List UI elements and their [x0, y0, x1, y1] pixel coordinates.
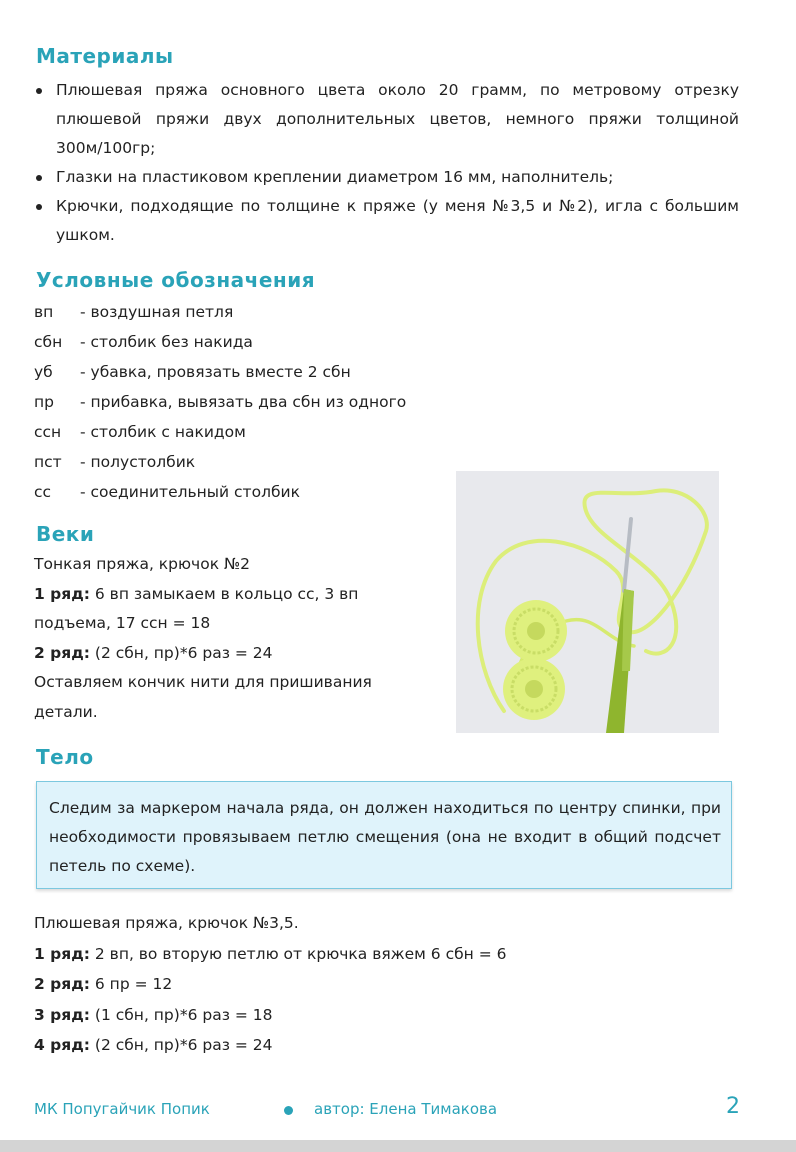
- telo-row: [34, 969, 734, 1000]
- legend-abbr: ссн: [34, 423, 62, 441]
- legend-heading: Условные обозначения: [36, 268, 316, 292]
- footer-title: МК Попугайчик Попик: [34, 1100, 210, 1118]
- crochet-illustration: [456, 471, 719, 733]
- row-label: 4 ряд:: [34, 1036, 90, 1054]
- row-text: (2 сбн, пр)*6 раз = 24: [94, 1036, 273, 1054]
- list-item: [34, 192, 739, 250]
- list-item: [34, 163, 739, 192]
- veki-intro: Тонкая пряжа, крючок №2: [34, 555, 250, 573]
- legend-definition: - столбик без накида: [80, 333, 253, 351]
- row-text: 6 пр = 12: [94, 975, 173, 993]
- page-number: 2: [726, 1094, 740, 1119]
- legend-abbr: вп: [34, 303, 54, 321]
- legend-definition: - убавка, провязать вместе 2 сбн: [80, 363, 351, 381]
- legend-row: [34, 357, 464, 387]
- list-item-text: Крючки, подходящие по толщине к пряже (у меня №3,5 и №2), игла с большим ушком.: [56, 197, 739, 244]
- row-text: (2 сбн, пр)*6 раз = 24: [94, 643, 273, 662]
- footer-author: автор: Елена Тимакова: [314, 1100, 498, 1118]
- veki-row: [34, 580, 434, 639]
- list-item: [34, 76, 739, 163]
- legend-row: [34, 327, 464, 357]
- footer-dot-icon: [284, 1106, 293, 1115]
- telo-intro: Плюшевая пряжа, крючок №3,5.: [34, 914, 299, 932]
- row-label: 2 ряд:: [34, 975, 90, 993]
- legend-definition: - полустолбик: [80, 453, 196, 471]
- veki-heading: Веки: [36, 522, 95, 546]
- legend-row: [34, 417, 464, 447]
- row-label: 1 ряд:: [34, 584, 90, 603]
- legend-abbr: сбн: [34, 333, 63, 351]
- footer: [34, 1096, 740, 1126]
- bullet-icon: [36, 88, 42, 94]
- legend-row: [34, 447, 464, 477]
- row-label: 2 ряд:: [34, 643, 90, 662]
- materials-list: [34, 76, 739, 250]
- row-label: 1 ряд:: [34, 944, 90, 963]
- row-text: (1 сбн, пр)*6 раз = 18: [94, 1005, 273, 1024]
- legend-definition: - столбик с накидом: [80, 423, 246, 441]
- materials-heading: Материалы: [36, 44, 174, 68]
- legend-abbr: сс: [34, 483, 52, 501]
- veki-instructions: [34, 550, 434, 727]
- telo-row: [34, 1000, 734, 1031]
- telo-heading: Тело: [36, 745, 94, 769]
- legend-row: [34, 387, 464, 417]
- telo-row: [34, 939, 734, 970]
- list-item-text: Плюшевая пряжа основного цвета около 20 грамм, по метровому отрезку плюшевой пряжи двух дополнительных цветов, немного пряжи толщиной 300м/100гр;: [56, 81, 739, 157]
- legend-definition: - воздушная петля: [80, 303, 234, 321]
- veki-outro: Оставляем кончик нити для пришивания детали.: [34, 673, 372, 721]
- legend-abbr: пр: [34, 393, 54, 411]
- row-label: 3 ряд:: [34, 1005, 90, 1024]
- list-item-text: Глазки на пластиковом креплении диаметром 16 мм, наполнитель;: [56, 168, 614, 186]
- telo-instructions: [34, 908, 734, 1061]
- row-text: 6 вп замыкаем в кольцо сс, 3 вп подъема, 17 ссн = 18: [34, 584, 359, 632]
- bullet-icon: [36, 175, 42, 181]
- legend-row: [34, 297, 464, 327]
- legend-definition: - соединительный столбик: [80, 483, 300, 501]
- bullet-icon: [36, 204, 42, 210]
- veki-row: [34, 639, 434, 669]
- legend-list: [34, 297, 464, 507]
- legend-definition: - прибавка, вывязать два сбн из одного: [80, 393, 407, 411]
- telo-row: [34, 1030, 734, 1061]
- legend-abbr: пст: [34, 453, 62, 471]
- legend-row: [34, 477, 464, 507]
- note-box: Следим за маркером начала ряда, он должен находиться по центру спинки, при необходимости провязываем петлю смещения (она не входит в общий подсчет петель по схеме).: [36, 781, 732, 889]
- crochet-photo: [456, 471, 719, 733]
- bottom-strip: [0, 1140, 796, 1152]
- legend-abbr: уб: [34, 363, 53, 381]
- row-text: 2 вп, во вторую петлю от крючка вяжем 6 сбн = 6: [94, 944, 507, 963]
